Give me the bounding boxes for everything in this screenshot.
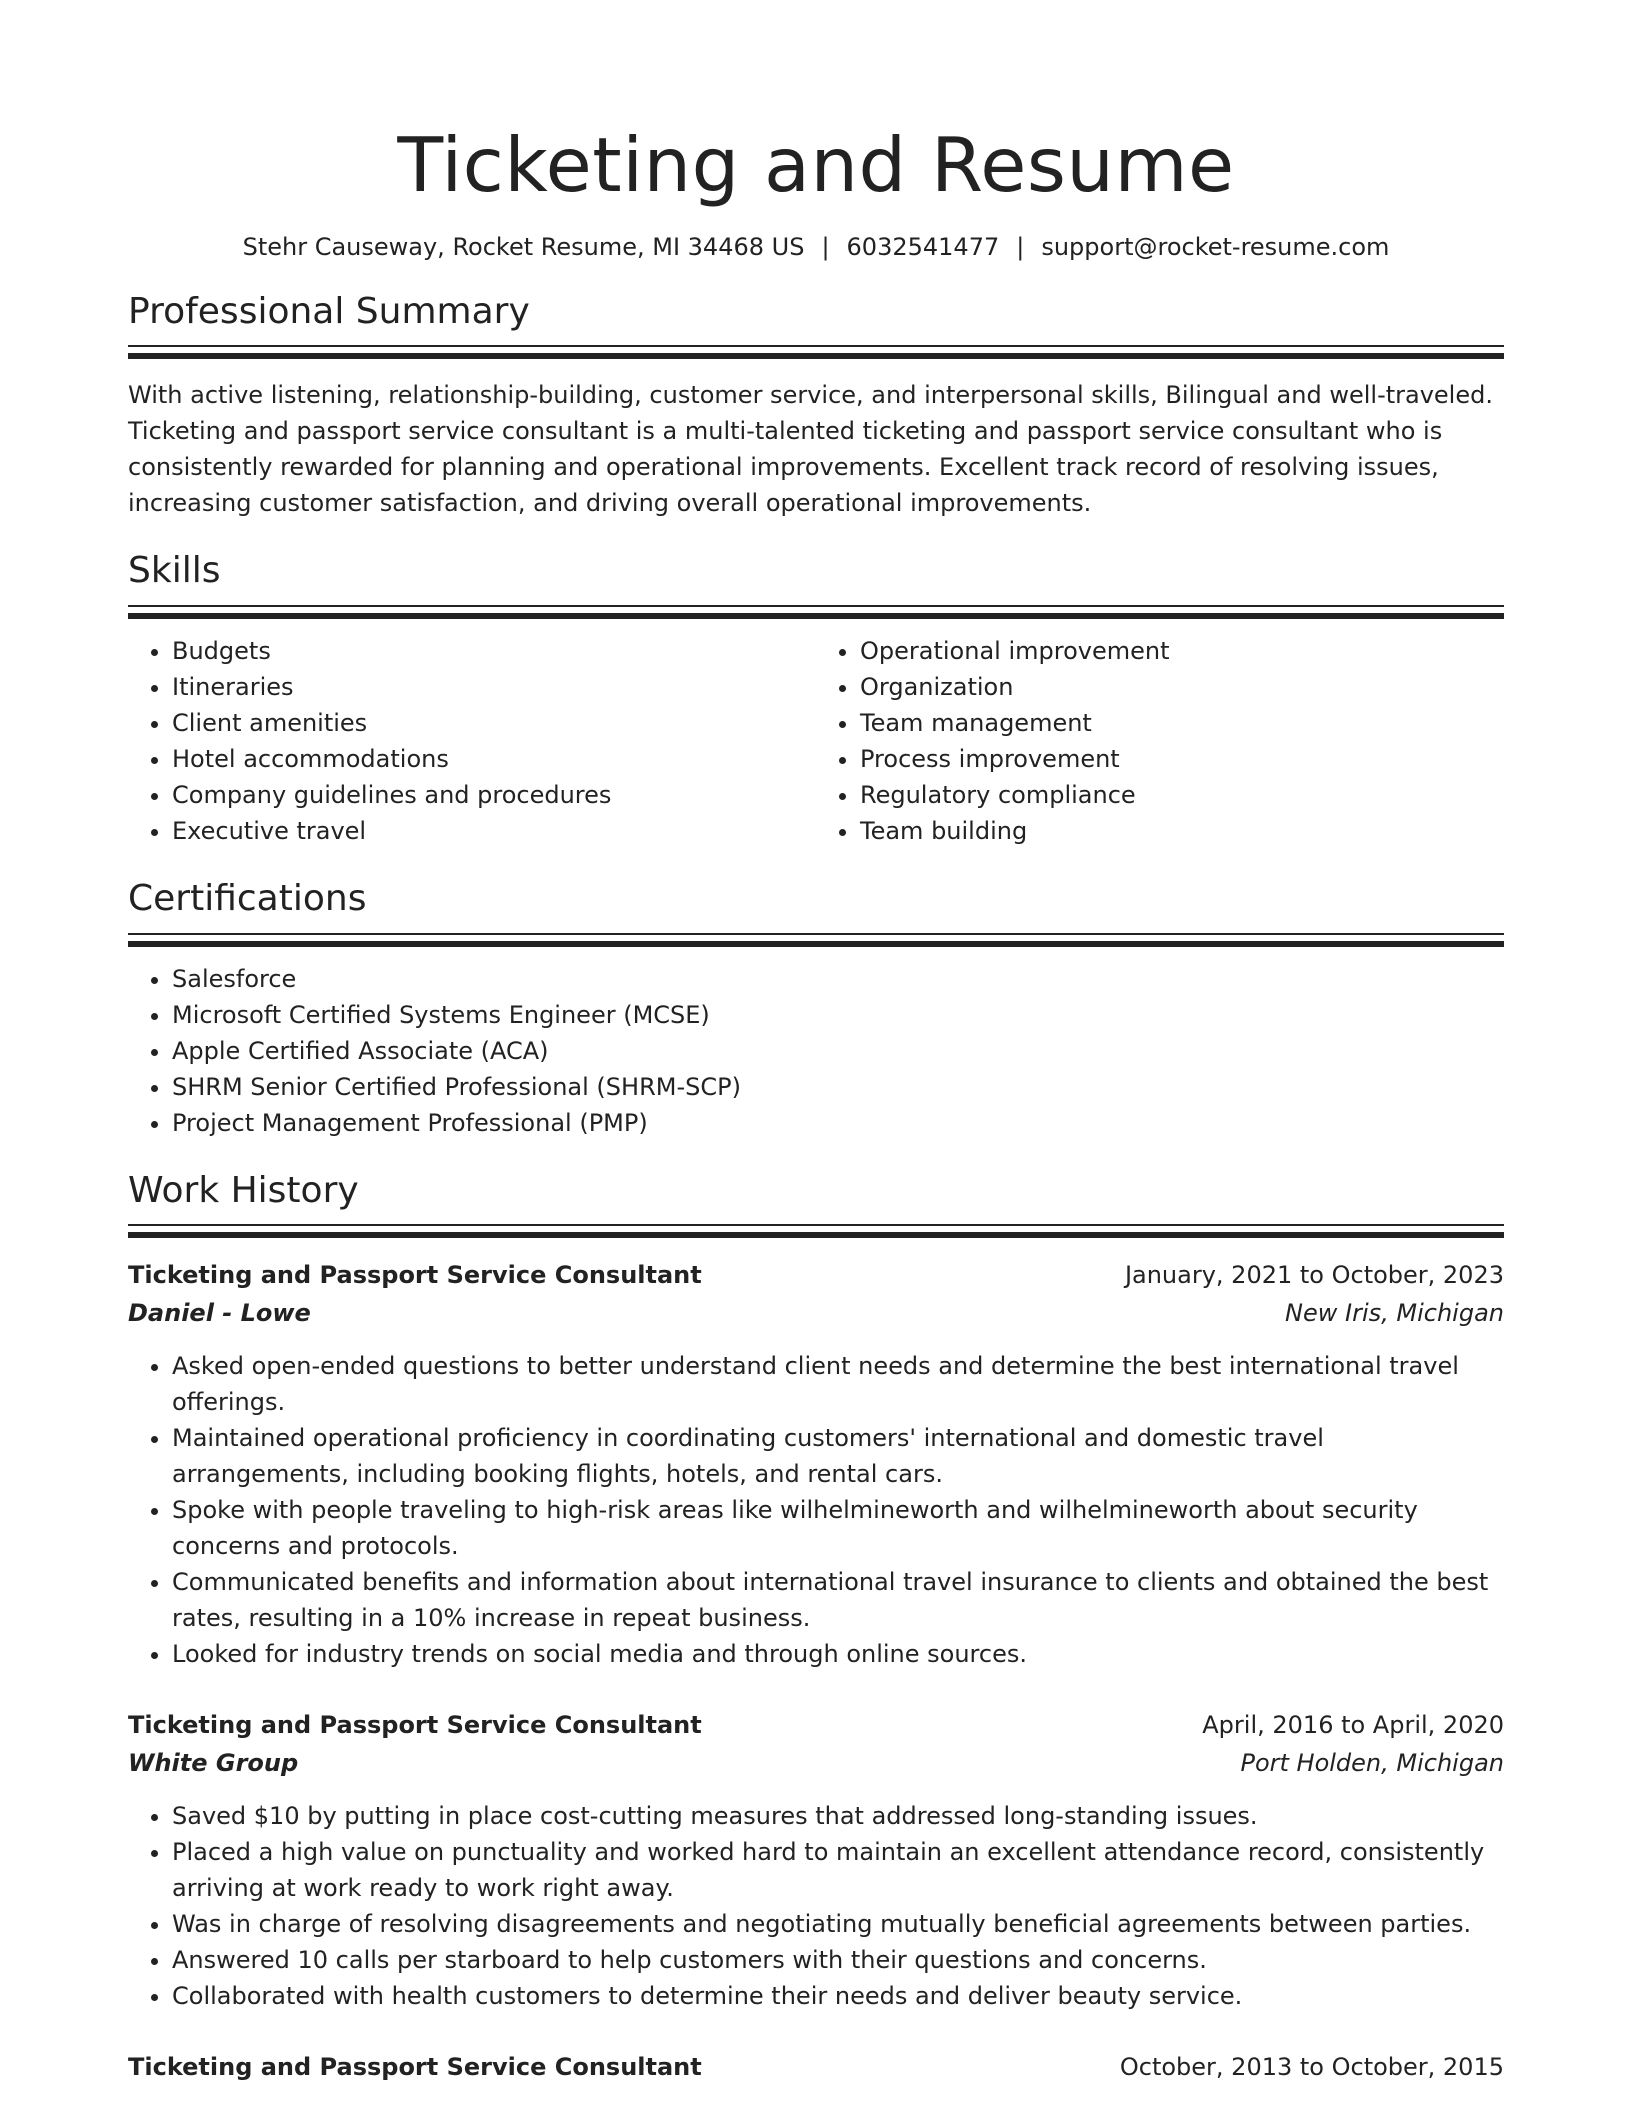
job-bullet: • Collaborated with health customers to determine their needs and deliver beauty service. bbox=[172, 1978, 1504, 2014]
section-divider bbox=[128, 1232, 1504, 1238]
skills-section bbox=[128, 551, 1504, 849]
job-bullet: • Communicated benefits and information about international travel insurance to clients and obtained the best rates, resulting in a 10% increase in repeat business. bbox=[172, 1564, 1504, 1636]
skill-item: • Executive travel bbox=[172, 813, 816, 849]
job-bullet: • Looked for industry trends on social media and through online sources. bbox=[172, 1636, 1504, 1672]
skill-item: • Operational improvement bbox=[860, 633, 1504, 669]
skill-item: • Organization bbox=[860, 669, 1504, 705]
job-dates: October, 2013 to October, 2015 bbox=[1119, 2053, 1504, 2082]
job-title: Ticketing and Passport Service Consultant bbox=[128, 2053, 702, 2082]
skill-item: • Team management bbox=[860, 705, 1504, 741]
skill-item: • Hotel accommodations bbox=[172, 741, 816, 777]
job-bullet: • Was in charge of resolving disagreements and negotiating mutually beneficial agreements between parties. bbox=[172, 1906, 1504, 1942]
section-heading-summary: Professional Summary bbox=[128, 290, 530, 332]
skill-item: • Regulatory compliance bbox=[860, 777, 1504, 813]
job-bullet: • Answered 10 calls per starboard to help customers with their questions and concerns. bbox=[172, 1942, 1504, 1978]
resume-title: Ticketing and Resume bbox=[397, 121, 1235, 209]
skills-list-left bbox=[128, 633, 816, 849]
job-bullet: • Spoke with people traveling to high-risk areas like wilhelmineworth and wilhelmineworth about security concerns and protocols. bbox=[172, 1492, 1504, 1564]
work-history-section bbox=[128, 1171, 1504, 2087]
job-dates: April, 2016 to April, 2020 bbox=[1202, 1711, 1504, 1740]
section-divider bbox=[128, 613, 1504, 619]
section-heading-skills: Skills bbox=[128, 550, 221, 592]
contact-line bbox=[128, 233, 1504, 262]
certification-item: • SHRM Senior Certified Professional (SHRM-SCP) bbox=[172, 1069, 1504, 1105]
skills-grid bbox=[128, 633, 1504, 849]
job-location: Port Holden, Michigan bbox=[1240, 1749, 1504, 1778]
contact-phone: 6032541477 bbox=[846, 233, 1000, 261]
certification-item: • Apple Certified Associate (ACA) bbox=[172, 1033, 1504, 1069]
summary-text: With active listening, relationship-building, customer service, and interpersonal skills, Bilingual and well-traveled. Ticketing and passport service consultant is a multi-talented ticketing and passport service consultant who is consistently rewarded for planning and operational improvements. Excellent track record of resolving issues, increasing customer satisfaction, and driving overall operational improvements. bbox=[128, 381, 1493, 518]
contact-separator: | bbox=[821, 233, 830, 261]
section-divider bbox=[128, 353, 1504, 359]
job-bullet: • Maintained operational proficiency in coordinating customers' international and domestic travel arrangements, including booking flights, hotels, and rental cars. bbox=[172, 1420, 1504, 1492]
skill-item: • Itineraries bbox=[172, 669, 816, 705]
skill-item: • Process improvement bbox=[860, 741, 1504, 777]
summary-section bbox=[128, 292, 1504, 522]
job-title: Ticketing and Passport Service Consultant bbox=[128, 1711, 702, 1740]
certification-item: • Salesforce bbox=[172, 961, 1504, 997]
certifications-section bbox=[128, 879, 1504, 1141]
skill-item: • Company guidelines and procedures bbox=[172, 777, 816, 813]
skill-item: • Budgets bbox=[172, 633, 816, 669]
job-entry bbox=[128, 1256, 1504, 1672]
job-bullet: • Saved $10 by putting in place cost-cutting measures that addressed long-standing issues. bbox=[172, 1798, 1504, 1834]
section-heading-work-history: Work History bbox=[128, 1169, 359, 1211]
job-bullet: • Asked open-ended questions to better understand client needs and determine the best international travel offerings. bbox=[172, 1348, 1504, 1420]
skill-item: • Client amenities bbox=[172, 705, 816, 741]
job-dates: January, 2021 to October, 2023 bbox=[1124, 1261, 1504, 1290]
contact-separator: | bbox=[1016, 233, 1025, 261]
job-bullets bbox=[128, 1798, 1504, 2014]
job-entry bbox=[128, 1706, 1504, 2014]
job-bullets bbox=[128, 1348, 1504, 1672]
skill-item: • Team building bbox=[860, 813, 1504, 849]
job-location: New Iris, Michigan bbox=[1285, 1299, 1504, 1328]
certifications-list bbox=[128, 961, 1504, 1141]
job-bullet: • Placed a high value on punctuality and worked hard to maintain an excellent attendance record, consistently arriving at work ready to work right away. bbox=[172, 1834, 1504, 1906]
contact-address: Stehr Causeway, Rocket Resume, MI 34468 US bbox=[242, 233, 805, 261]
section-divider bbox=[128, 941, 1504, 947]
section-heading-certifications: Certifications bbox=[128, 877, 367, 919]
certification-item: • Project Management Professional (PMP) bbox=[172, 1105, 1504, 1141]
certification-item: • Microsoft Certified Systems Engineer (MCSE) bbox=[172, 997, 1504, 1033]
job-entry bbox=[128, 2048, 1504, 2086]
skills-list-right bbox=[816, 633, 1504, 849]
job-title: Ticketing and Passport Service Consultant bbox=[128, 1261, 702, 1290]
job-company: Daniel - Lowe bbox=[128, 1299, 311, 1328]
contact-email: support@rocket-resume.com bbox=[1041, 233, 1390, 261]
job-company: White Group bbox=[128, 1749, 299, 1778]
